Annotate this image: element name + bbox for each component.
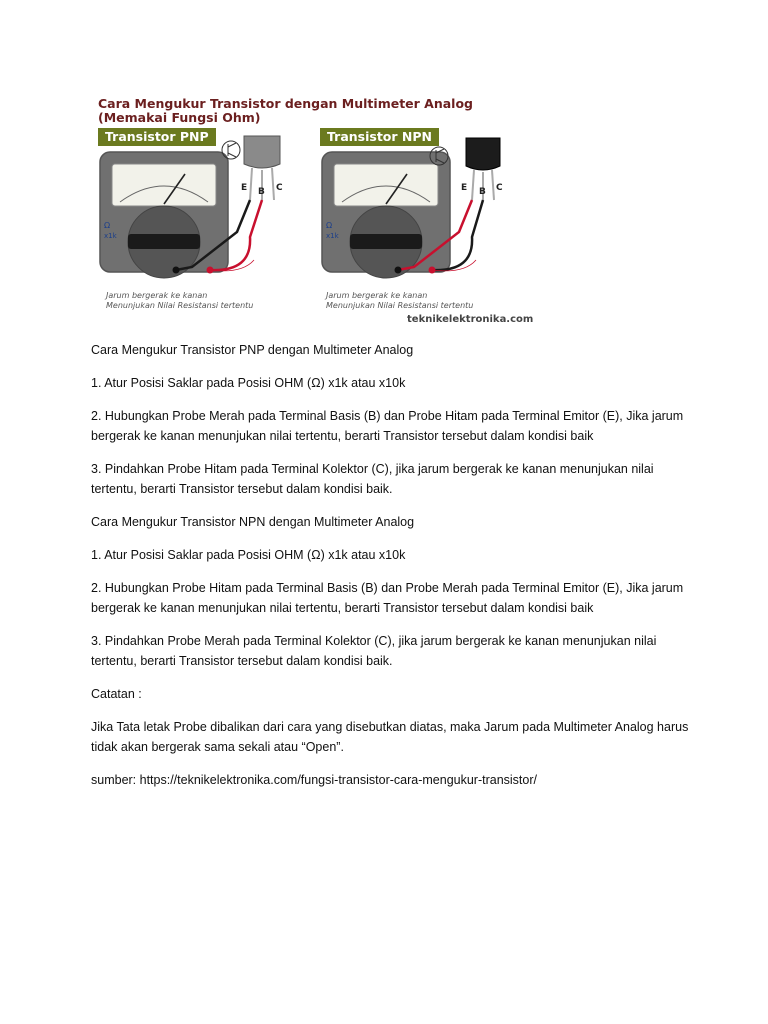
pnp-caption-line2: Menunjukan Nilai Resistansi tertentu bbox=[106, 301, 254, 310]
pnp-multimeter bbox=[100, 152, 228, 278]
npn-caption-line1: Jarum bergerak ke kanan bbox=[326, 291, 428, 300]
pnp-step-1: 1. Atur Posisi Saklar pada Posisi OHM (Ω) x1k atau x10k bbox=[91, 376, 406, 390]
pnp-label: Transistor PNP bbox=[98, 128, 216, 146]
pnp-terminal-e: E bbox=[241, 183, 248, 193]
npn-range-label: x1k bbox=[326, 232, 339, 240]
npn-caption-line2: Menunjukan Nilai Resistansi tertentu bbox=[326, 301, 474, 310]
watermark: teknikelektronika.com bbox=[407, 314, 534, 325]
npn-step-3: 3. Pindahkan Probe Merah pada Terminal Kolektor (C), jika jarum bergerak ke kanan menunjukan nilai tertentu, berarti Transistor tersebut dalam kondisi baik. bbox=[91, 634, 657, 668]
pnp-transistor bbox=[222, 136, 283, 200]
npn-step-1: 1. Atur Posisi Saklar pada Posisi OHM (Ω) x1k atau x10k bbox=[91, 548, 406, 562]
npn-label: Transistor NPN bbox=[320, 128, 439, 146]
section-heading-pnp: Cara Mengukur Transistor PNP dengan Multimeter Analog bbox=[91, 343, 414, 357]
document-body bbox=[91, 340, 691, 803]
note-text: Jika Tata letak Probe dibalikan dari cara yang disebutkan diatas, maka Jarum pada Multimeter Analog harus tidak akan bergerak sama sekali atau “Open”. bbox=[91, 720, 689, 754]
npn-ohm-symbol: Ω bbox=[326, 221, 333, 230]
npn-step-2: 2. Hubungkan Probe Hitam pada Terminal Basis (B) dan Probe Merah pada Terminal Emitor (E), Jika jarum bergerak ke kanan menunjukan nilai tertentu, berarti Transistor tersebut dalam kondisi baik bbox=[91, 581, 684, 615]
pnp-ohm-symbol: Ω bbox=[104, 221, 111, 230]
npn-terminal-e: E bbox=[461, 183, 468, 193]
figure-multimeter-transistor bbox=[92, 92, 534, 327]
pnp-step-2: 2. Hubungkan Probe Merah pada Terminal Basis (B) dan Probe Hitam pada Terminal Emitor (E), Jika jarum bergerak ke kanan menunjukan nilai tertentu, berarti Transistor tersebut dalam kondisi baik bbox=[91, 409, 684, 443]
pnp-range-label: x1k bbox=[104, 232, 117, 240]
npn-multimeter bbox=[322, 152, 450, 278]
pnp-terminal-c: C bbox=[276, 183, 283, 193]
pnp-caption-line1: Jarum bergerak ke kanan bbox=[106, 291, 208, 300]
section-heading-npn: Cara Mengukur Transistor NPN dengan Multimeter Analog bbox=[91, 515, 415, 529]
npn-terminal-b: B bbox=[479, 187, 486, 197]
pnp-terminal-b: B bbox=[258, 187, 265, 197]
note-heading: Catatan : bbox=[91, 687, 142, 701]
figure-title: Cara Mengukur Transistor dengan Multimeter Analog bbox=[98, 96, 473, 111]
pnp-step-3: 3. Pindahkan Probe Hitam pada Terminal Kolektor (C), jika jarum bergerak ke kanan menunjukan nilai tertentu, berarti Transistor tersebut dalam kondisi baik. bbox=[91, 462, 654, 496]
figure-subtitle: (Memakai Fungsi Ohm) bbox=[98, 110, 261, 125]
npn-terminal-c: C bbox=[496, 183, 503, 193]
source-text: sumber: https://teknikelektronika.com/fungsi-transistor-cara-mengukur-transistor/ bbox=[91, 773, 537, 787]
